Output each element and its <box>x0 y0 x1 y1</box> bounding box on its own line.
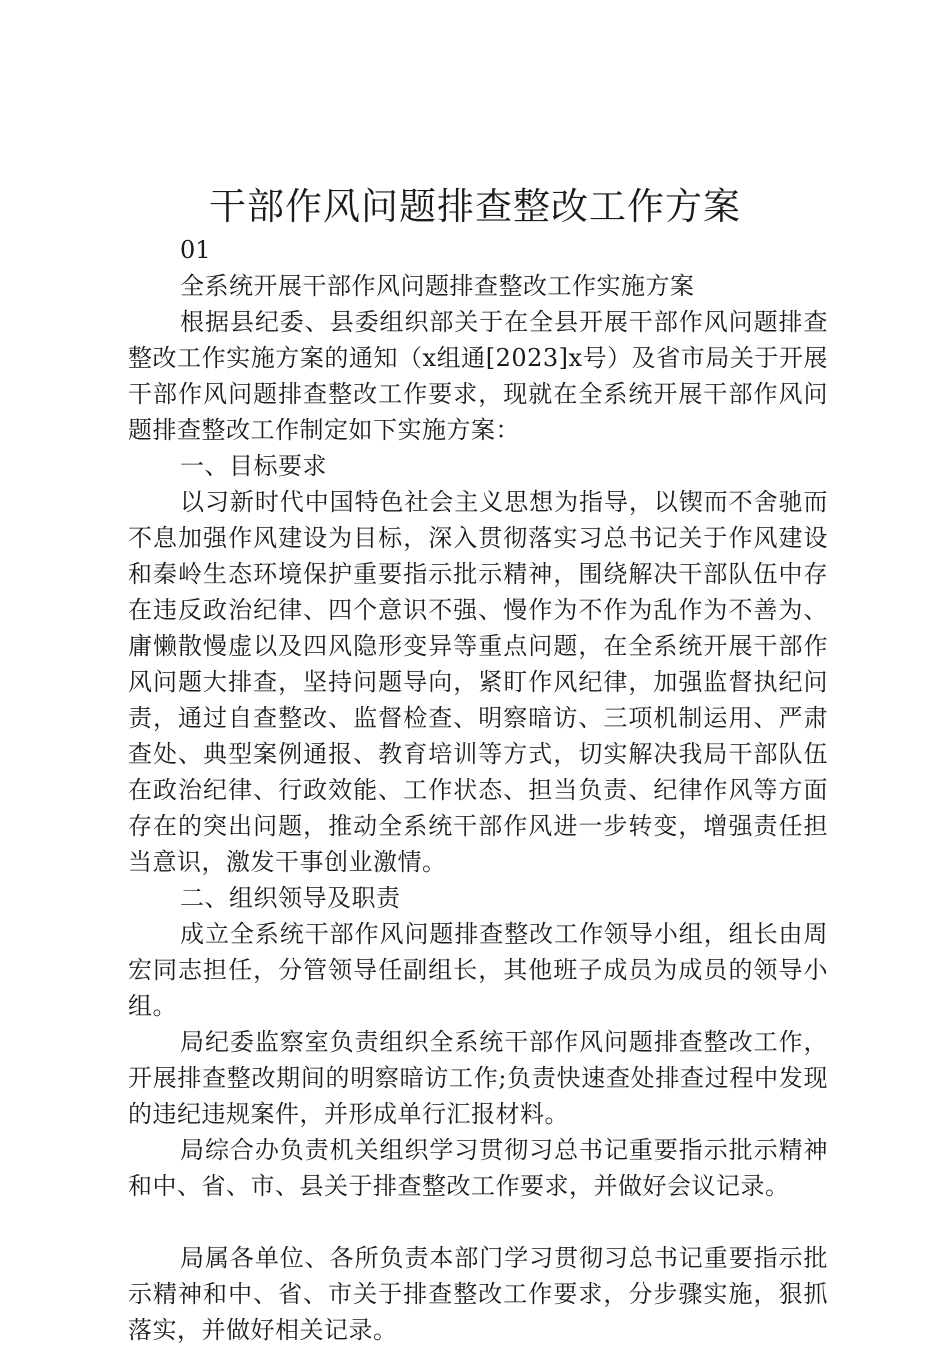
leadership-paragraph: 成立全系统干部作风问题排查整改工作领导小组，组长由周宏同志担任，分管领导任副组长，其他班子成员为成员的领导小组。 <box>128 920 828 1020</box>
heading-organization: 二、组织领导及职责 <box>180 884 401 912</box>
section-number: 01 <box>180 236 211 264</box>
paragraph-gap <box>128 1204 828 1240</box>
discipline-office-paragraph: 局纪委监察室负责组织全系统干部作风问题排查整改工作，开展排查整改期间的明察暗访工作;负责快速查处排查过程中发现的违纪违规案件，并形成单行汇报材料。 <box>128 1028 828 1128</box>
subtitle-paragraph: 全系统开展干部作风问题排查整改工作实施方案 <box>180 272 695 300</box>
document-body <box>128 232 828 1348</box>
units-paragraph: 局属各单位、各所负责本部门学习贯彻习总书记重要指示批示精神和中、省、市关于排查整改工作要求，分步骤实施，狠抓落实，并做好相关记录。 <box>128 1244 828 1344</box>
intro-paragraph: 根据县纪委、县委组织部关于在全县开展干部作风问题排查整改工作实施方案的通知（x组通[2023]x号）及省市局关于开展干部作风问题排查整改工作要求，现就在全系统开展干部作风问题排查整改工作制定如下实施方案： <box>128 308 828 444</box>
goals-paragraph: 以习新时代中国特色社会主义思想为指导，以锲而不舍驰而不息加强作风建设为目标，深入贯彻落实习总书记关于作风建设和秦岭生态环境保护重要指示批示精神，围绕解决干部队伍中存在违反政治纪律、四个意识不强、慢作为不作为乱作为不善为、庸懒散慢虚以及四风隐形变异等重点问题，在全系统开展干部作风问题大排查，坚持问题导向，紧盯作风纪律，加强监督执纪问责，通过自查整改、监督检查、明察暗访、三项机制运用、严肃查处、典型案例通报、教育培训等方式，切实解决我局干部队伍在政治纪律、行政效能、工作状态、担当负责、纪律作风等方面存在的突出问题，推动全系统干部作风进一步转变，增强责任担当意识，激发干事创业激情。 <box>128 488 828 876</box>
general-office-paragraph: 局综合办负责机关组织学习贯彻习总书记重要指示批示精神和中、省、市、县关于排查整改工作要求，并做好会议记录。 <box>128 1136 828 1200</box>
heading-goals: 一、目标要求 <box>180 452 327 480</box>
document-title: 干部作风问题排查整改工作方案 <box>209 185 741 228</box>
